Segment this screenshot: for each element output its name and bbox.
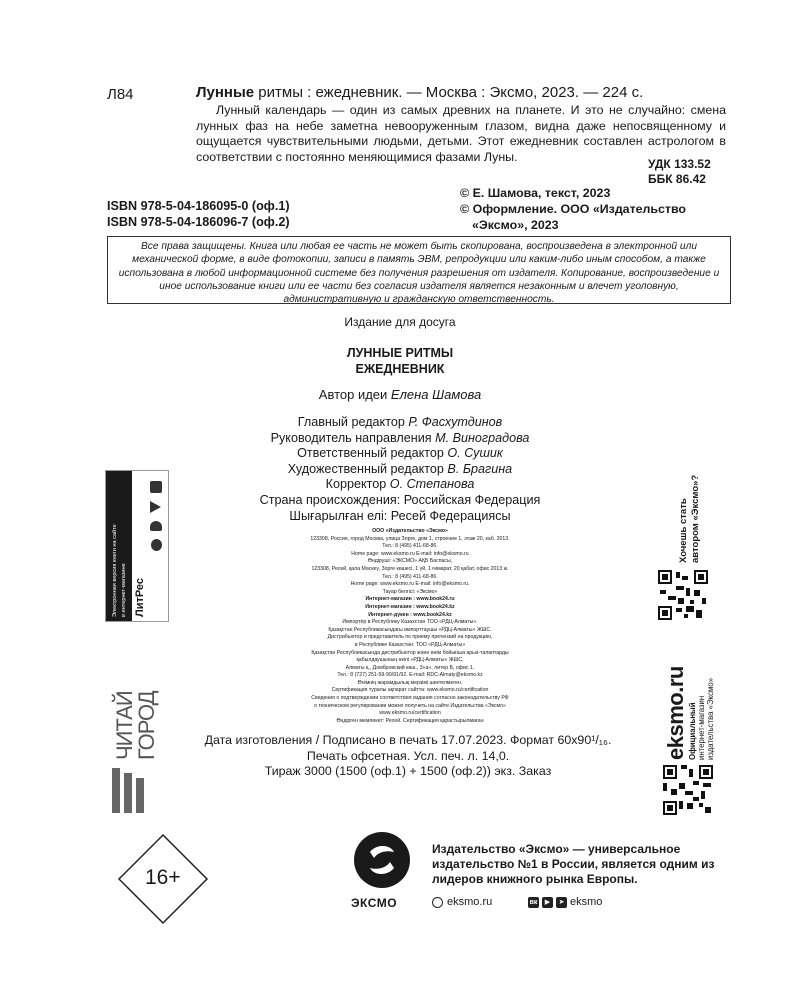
staff-role: Главный редактор: [297, 415, 409, 429]
bibliographic-title: [196, 84, 726, 101]
small-print-line: Қазақстан Республикасындағы импорттаушы «РДЦ-Алматы» ЖШС.: [328, 626, 492, 633]
udk-code: УДК 133.52: [648, 157, 711, 171]
copyright-block: [460, 185, 730, 233]
print-date: Дата изготовления / Подписано в печать 17.07.2023. Формат 60x90¹/₁₆.: [204, 733, 612, 747]
small-print-line: www.eksmo.ru/certification: [379, 710, 441, 717]
website-text: eksmo.ru: [447, 896, 493, 908]
book-title-block: [0, 345, 800, 377]
isbn-1: ISBN 978-5-04-186095-0 (оф.1): [107, 199, 290, 213]
staff-role: Руководитель направления: [270, 430, 436, 445]
isbn-block: [107, 198, 290, 230]
isbn-2: ISBN 978-5-04-186096-7 (оф.2): [107, 215, 290, 229]
staff-item: [0, 446, 800, 462]
small-print-line: Тел.: 8 (495) 411-68-86.: [382, 543, 438, 550]
telegram-icon: ➤: [556, 897, 567, 908]
small-print-line: Өндіруші: «ЭКСМО» АҚБ Баспасы,: [367, 558, 453, 565]
small-print-line: Интернет-магазин : www.book24.ru: [365, 596, 455, 603]
chitai-bar-2: [124, 773, 132, 813]
classification: [648, 157, 711, 187]
small-print-line: Өндірген мемлекет: Ресей. Сертификация қарастырылмаған: [336, 717, 484, 724]
small-print-line: Дистрибьютор и представитель по приему претензий на продукцию,: [327, 634, 493, 641]
small-print-line: ООО «Издательство «Эксмо»: [372, 528, 448, 534]
book-subtitle: ЕЖЕДНЕВНИК: [355, 362, 445, 376]
android-icon: [150, 521, 162, 531]
small-print-line: Қазақстан Республикасында дистрибьютор және өнім бойынша арыз-талаптарды: [311, 649, 509, 656]
social-handle: eksmo: [570, 896, 603, 908]
official-store-line-1: Официальный: [688, 702, 697, 760]
small-print-line: Интернет-дүкен : www.book24.kz: [368, 611, 452, 618]
title-rest: ритмы : ежедневник. — Москва : Эксмо, 2023. — 224 с.: [254, 84, 644, 101]
age-rating: 16+: [145, 866, 181, 889]
small-print-line: қабылдаушының өкілі «РДЦ-Алматы» ЖШС,: [356, 657, 464, 664]
litres-text-1: Электронная версия книги на сайте: [112, 524, 118, 617]
copyright-line-2: © Оформление. ООО «Издательство: [460, 202, 687, 216]
abstract: Лунный календарь — один из самых древних на планете. И это не случайно: смена лунных фаз на небе заметна невооруженным глазом, видна даже непосвященному и ощущается чувствительными людьми, детьми. Этот ежедневник составлен астрологом в соответствии с постоянно меняющимися фазами Луны.: [196, 103, 726, 164]
country-ru: Страна происхождения: Российская Федерация: [259, 493, 541, 507]
print-run: Тираж 3000 (1500 (оф.1) + 1500 (оф.2)) экз. Заказ: [264, 764, 552, 779]
small-print-line: о техническом регулировании можно получить на сайте Издательства «Эксмо»: [314, 702, 506, 709]
small-print-line: Тел.: 8 (495) 411-68-86.: [382, 573, 438, 580]
gorod-text: ГОРОД: [134, 691, 159, 760]
publisher-description: Издательство «Эксмо» — универсальное издательство №1 в России, является одним из лидеров книжного рынка Европы.: [432, 842, 715, 886]
social-links[interactable]: [528, 896, 602, 908]
publisher-details: [260, 528, 560, 725]
eksmo-ru-brand: eksmo.ru: [663, 666, 688, 760]
globe-icon: [432, 897, 443, 908]
staff-name: Р. Фасхутдинов: [408, 415, 503, 429]
book-title: ЛУННЫЕ РИТМЫ: [346, 346, 454, 360]
small-print-line: Өнімнің жарамдылық мерзімі шектелмеген.: [357, 679, 463, 686]
litres-dark-band: [106, 471, 132, 621]
small-print-line: Импортёр в Республику Казахстан ТОО «РДЦ-Алматы».: [342, 619, 478, 626]
apple-icon: [151, 539, 162, 551]
chitai-bars-icon: [112, 768, 120, 813]
idea-name: Елена Шамова: [390, 387, 482, 402]
edition-type: Издание для досуга: [344, 315, 456, 329]
litres-text-2: в интернет-магазине: [121, 563, 127, 617]
small-print-line: Интернет-магазин : www.book24.kz: [365, 603, 455, 610]
eksmo-name: ЭКСМО: [351, 896, 398, 910]
copyright-line-3: «Эксмо», 2023: [472, 218, 559, 232]
staff-name: М. Виноградова: [435, 430, 530, 445]
title-bold: Лунные: [196, 84, 255, 101]
small-print-line: Тел.: 8 (727) 251-59-90/91/92. E-mail: RDC-Almaty@eksmo.kz: [337, 672, 483, 679]
staff-role: Ответственный редактор: [297, 446, 448, 461]
litres-block: [105, 470, 169, 622]
small-print-line: 123308, Россия, город Москва, улица Зорге, дом 1, строение 1, этаж 20, каб. 2013.: [310, 535, 510, 542]
staff-name: О. Степанова: [389, 477, 475, 492]
country-kz: Шығарылған елі: Ресей Федерациясы: [289, 508, 511, 523]
staff-name: О. Сушик: [447, 446, 503, 461]
print-info: [178, 733, 638, 780]
idea-label: Автор идеи: [318, 387, 391, 402]
shop-qr-code[interactable]: [663, 765, 713, 815]
rights-notice: Все права защищены. Книга или любая ее часть не может быть скопирована, воспроизведена в электронной или механической форме, в виде фотокопии, записи в память ЭВМ, репродукции или каким-либо иным способом, а также использована в любой информационной системе без получения разрешения от издателя. Копирование, воспроизведение и иное использование книги или ее части без согласия издателя является незаконным и влечет уголовную, административную и гражданскую ответственность.: [107, 236, 731, 304]
small-print-line: 123308, Ресей, қала Мәскеу, Зорге көшесі, 1 үй, 1 ғимарат, 20 қабат, офис 2013 ж.: [311, 565, 509, 572]
chitai-text: ЧИТАЙ: [112, 691, 137, 760]
staff-name: В. Брагина: [447, 461, 513, 476]
small-print-line: Сведения о подтверждении соответствия издания согласно законодательству РФ: [311, 695, 509, 702]
chitai-gorod-logo: [110, 648, 160, 813]
small-print-line: Сертификация туралы ақпарат сайтта: www.eksmo.ru/certification: [331, 687, 489, 694]
official-store-line-2: интернет-магазин: [697, 695, 706, 760]
youtube-icon: ▶: [542, 897, 553, 908]
google-play-icon: [150, 501, 161, 513]
staff-item: [0, 431, 800, 447]
become-author-line-1: Хочешь стать: [678, 498, 689, 563]
small-print-line: в Республике Казахстан: ТОО «РДЦ-Алматы»: [354, 641, 466, 648]
eksmo-logo-icon: [352, 830, 412, 890]
small-print-line: Тауар белгісі: «Эксмо»: [382, 588, 438, 595]
staff-item: [0, 415, 800, 431]
library-code: Л84: [107, 86, 134, 103]
website-link[interactable]: [432, 896, 492, 908]
staff-role: Корректор: [325, 477, 390, 492]
idea-author: [0, 387, 800, 402]
small-print-line: Home page: www.eksmo.ru E-mail: info@eksmo.ru: [351, 550, 469, 557]
vk-icon: вк: [529, 898, 538, 906]
author-qr-code[interactable]: [658, 570, 708, 620]
apps-icon: [150, 481, 162, 493]
small-print-line: Home page: www.eksmo.ru E-mail: info@eksmo.ru.: [350, 581, 470, 588]
bbk-code: ББК 86.42: [648, 172, 706, 186]
print-type: Печать офсетная. Усл. печ. л. 14,0.: [306, 748, 510, 763]
official-store-line-3: издательства «Эксмо»: [706, 677, 715, 760]
become-author-line-2: автором «Эксмо»?: [690, 474, 701, 563]
chitai-bar-3: [136, 778, 144, 813]
small-print-line: Алматы қ., Домбровский көш., 3«а», литер Б, офис 1.: [345, 664, 475, 671]
staff-role: Художественный редактор: [287, 461, 448, 476]
litres-brand: ЛитРес: [134, 577, 146, 617]
copyright-line-1: © Е. Шамова, текст, 2023: [460, 186, 611, 200]
